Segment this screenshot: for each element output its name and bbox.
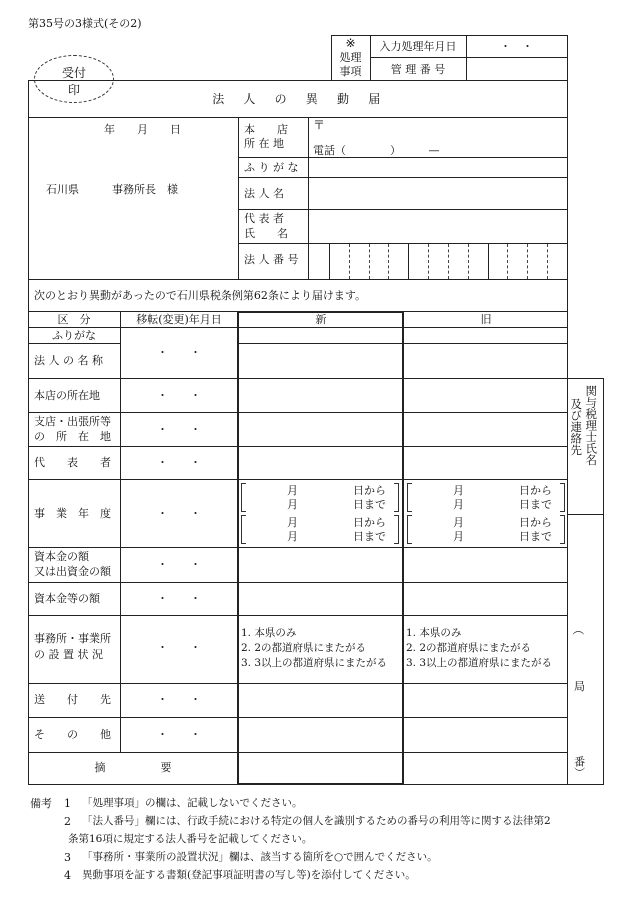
input-date-label: 入力処理年月日 — [379, 40, 457, 53]
bracket-left — [241, 483, 246, 512]
tax-accountant-label-1: 関与税理士氏名 — [584, 385, 599, 466]
new-option-2[interactable]: 2. 2の都道府県にまたがる — [241, 642, 367, 654]
note-text: 異動事項を証する書類(登記事項証明書の写し等)を添付してください。 — [82, 869, 416, 881]
fiscal-day-label[interactable]: 日まで — [353, 530, 386, 543]
corp-number-digit-divider — [507, 244, 508, 279]
processing-label-2: 事項 — [339, 65, 362, 78]
corp-number-digit-divider — [428, 244, 429, 279]
stamp-line-1: 受付 — [61, 66, 86, 80]
corp-name-label: 法 人 名 — [244, 187, 284, 200]
corp-number-digit-divider — [408, 244, 409, 279]
date-corp-name[interactable]: ・ ・ — [157, 346, 201, 359]
date-capital-etc[interactable]: ・ ・ — [157, 592, 201, 605]
number-label: 番） — [572, 756, 586, 778]
corp-number-digit-divider — [388, 244, 389, 279]
date-capital[interactable]: ・ ・ — [157, 558, 201, 571]
note-text: 「事務所・事業所の設置状況」欄は、該当する箇所を○で囲んでください。 — [82, 851, 438, 863]
bracket-right — [560, 483, 565, 512]
rep-label-2: 氏 名 — [244, 227, 288, 240]
date-hq[interactable]: ・ ・ — [157, 389, 201, 402]
form-number: 第35号の3様式(その2) — [28, 17, 142, 30]
row-label-corp-name: 法 人 の 名 称 — [34, 354, 103, 367]
corp-number-digit-divider — [329, 244, 330, 279]
input-date-value[interactable]: ・ ・ — [500, 40, 533, 53]
rep-label-1: 代 表 者 — [244, 212, 284, 225]
stamp-line-2: 印 — [67, 83, 80, 97]
note-number: 2 — [64, 815, 71, 828]
row-label-fiscal: 事 業 年 度 — [34, 507, 111, 520]
fiscal-month-label[interactable]: 月 — [287, 484, 298, 497]
row-label-establish-2: の 設 置 状 況 — [34, 648, 103, 661]
notes-header: 備考 — [30, 797, 52, 810]
filing-date[interactable]: 年 月 日 — [104, 123, 181, 136]
hq-label-2: 所 在 地 — [244, 137, 284, 150]
furigana-label: ふ り が な — [244, 161, 299, 174]
note-text: 条第16項に規定する法人番号を記載してください。 — [68, 833, 313, 845]
corp-number-label: 法 人 番 号 — [244, 253, 299, 266]
corp-number-digit-divider — [448, 244, 449, 279]
control-number-label: 管 理 番 号 — [390, 63, 446, 76]
summary-label: 摘 要 — [94, 761, 172, 774]
row-label-other: そ の 他 — [34, 728, 111, 741]
date-rep[interactable]: ・ ・ — [157, 456, 201, 469]
row-label-establish-1: 事務所・事業所 — [34, 632, 111, 645]
bracket-right — [394, 483, 399, 512]
tax-accountant-label-2: 及び連絡先 — [569, 398, 584, 456]
new-option-1[interactable]: 1. 本県のみ — [241, 627, 297, 639]
fiscal-day-label[interactable]: 日まで — [519, 498, 552, 511]
row-label-hq: 本店の所在地 — [34, 389, 100, 402]
phone-label[interactable]: 電話（ ） — — [313, 144, 440, 157]
fiscal-day-label[interactable]: 日から — [353, 516, 386, 529]
hq-label-1: 本 店 — [244, 123, 288, 136]
fiscal-month-label[interactable]: 月 — [453, 484, 464, 497]
corp-number-digit-divider — [369, 244, 370, 279]
fiscal-month-label[interactable]: 月 — [453, 530, 464, 543]
old-option-3[interactable]: 3. 3以上の都道府県にまたがる — [406, 657, 553, 669]
bracket-left — [241, 515, 246, 544]
fiscal-month-label[interactable]: 月 — [453, 498, 464, 511]
processing-label-1: 処理 — [339, 51, 362, 64]
fiscal-day-label[interactable]: 日まで — [353, 498, 386, 511]
fiscal-month-label[interactable]: 月 — [287, 516, 298, 529]
row-label-capital-1: 資本金の額 — [34, 550, 89, 563]
fiscal-month-label[interactable]: 月 — [453, 516, 464, 529]
corp-number-digit-divider — [468, 244, 469, 279]
note-number: 4 — [64, 869, 71, 882]
corp-number-digit-divider — [547, 244, 548, 279]
corp-number-digit-divider — [349, 244, 350, 279]
row-label-branch-1: 支店・出張所等 — [34, 415, 111, 428]
bracket-right — [394, 515, 399, 544]
note-text: 「処理事項」の欄は、記載しないでください。 — [82, 797, 303, 809]
processing-mark: ※ — [345, 36, 356, 50]
row-label-branch-2: の 所 在 地 — [34, 430, 111, 443]
row-label-send-to: 送 付 先 — [34, 693, 111, 706]
row-label-capital-etc: 資本金等の額 — [34, 592, 100, 605]
note-number: 1 — [64, 797, 71, 810]
col-old: 旧 — [480, 313, 492, 326]
note-text: 「法人番号」欄には、行政手続における特定の個人を識別するための番号の利用等に関する法律第2 — [82, 815, 551, 827]
old-option-2[interactable]: 2. 2の都道府県にまたがる — [406, 642, 532, 654]
fiscal-day-label[interactable]: 日まで — [519, 530, 552, 543]
fiscal-day-label[interactable]: 日から — [353, 484, 386, 497]
fiscal-day-label[interactable]: 日から — [519, 516, 552, 529]
date-fiscal[interactable]: ・ ・ — [157, 507, 201, 520]
row-label-capital-2: 又は出資金の額 — [34, 565, 111, 578]
bracket-right — [560, 515, 565, 544]
furigana-row-label: ふりがな — [52, 329, 96, 342]
row-label-rep: 代 表 者 — [34, 456, 111, 469]
station-label: 局 — [574, 680, 585, 693]
bracket-left — [407, 483, 412, 512]
date-branch[interactable]: ・ ・ — [157, 423, 201, 436]
note-number: 3 — [64, 851, 71, 864]
fiscal-month-label[interactable]: 月 — [287, 498, 298, 511]
corp-number-digit-divider — [488, 244, 489, 279]
fiscal-month-label[interactable]: 月 — [287, 530, 298, 543]
date-send-to[interactable]: ・ ・ — [157, 693, 201, 706]
postal-mark: 〒 — [313, 118, 326, 132]
col-date: 移転(変更)年月日 — [136, 313, 222, 326]
recipient: 石川県 事務所長 様 — [46, 183, 178, 196]
date-establish[interactable]: ・ ・ — [157, 641, 201, 654]
new-option-3[interactable]: 3. 3以上の都道府県にまたがる — [241, 657, 388, 669]
declaration: 次のとおり異動があったので石川県税条例第62条により届けます。 — [34, 289, 367, 302]
fiscal-day-label[interactable]: 日から — [519, 484, 552, 497]
form-title: 法 人 の 異 動 届 — [212, 92, 384, 106]
paren-open: （ — [571, 623, 586, 636]
col-category: 区 分 — [57, 313, 91, 326]
date-other[interactable]: ・ ・ — [157, 728, 201, 741]
corp-number-digit-divider — [527, 244, 528, 279]
bracket-left — [407, 515, 412, 544]
col-new: 新 — [315, 313, 327, 326]
old-option-1[interactable]: 1. 本県のみ — [406, 627, 462, 639]
